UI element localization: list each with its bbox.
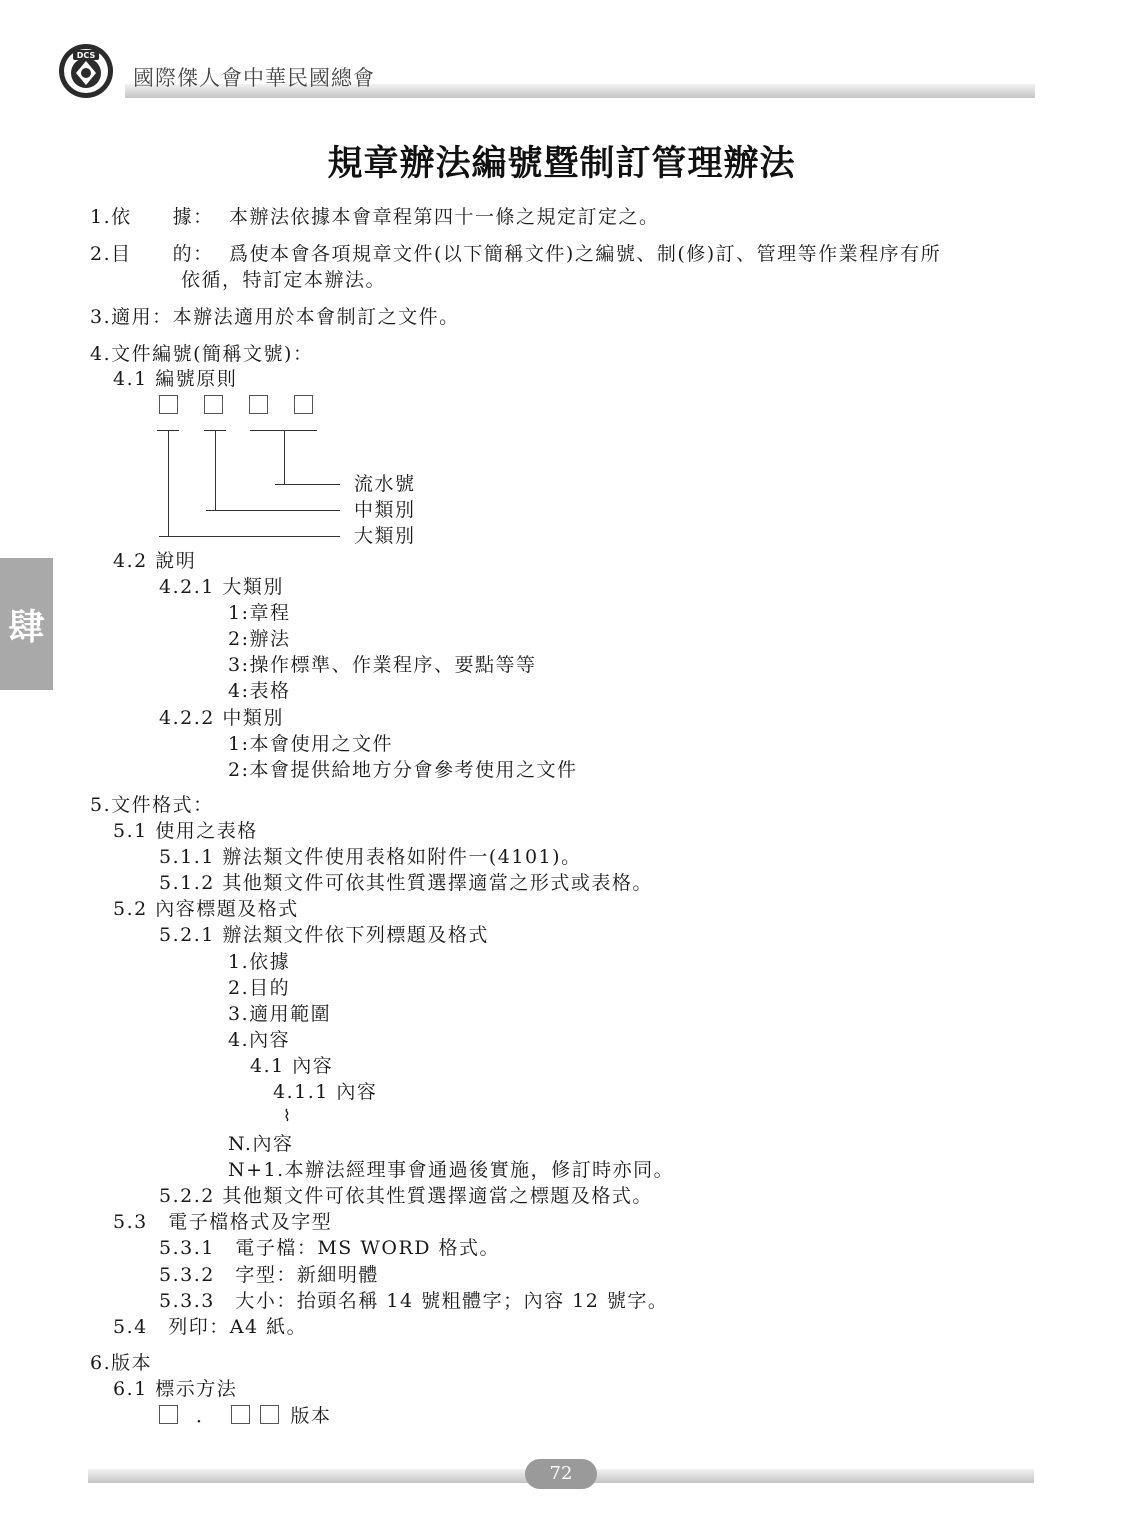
s533-text: 5.3.3 大小：抬頭名稱 14 號粗體字；內容 12 號字。: [159, 1290, 669, 1312]
s6-heading: 6.版本: [90, 1352, 153, 1374]
arrow-serial: [275, 484, 340, 485]
major-item: 4:表格: [228, 680, 291, 702]
version-label: 版本: [290, 1405, 332, 1427]
format-item: 4.內容: [228, 1029, 291, 1051]
major-item: 2:辦法: [228, 628, 291, 650]
format-item-41: 4.1 內容: [250, 1055, 334, 1077]
chapter-side-tab: 肆: [0, 558, 53, 690]
s51-heading: 5.1 使用之表格: [113, 820, 258, 842]
label-serial: 流水號: [354, 473, 416, 495]
s522-text: 5.2.2 其他類文件可依其性質選擇適當之標題及格式。: [159, 1185, 653, 1207]
s421-heading: 4.2.1 大類別: [159, 576, 284, 598]
s54-text: 5.4 列印：A4 紙。: [113, 1316, 308, 1338]
s2-text2: 依循，特訂定本辦法。: [181, 269, 387, 291]
format-item: 2.目的: [228, 977, 291, 999]
s422-heading: 4.2.2 中類別: [159, 707, 284, 729]
connector-major: [168, 430, 169, 537]
s61-heading: 6.1 標示方法: [113, 1378, 238, 1400]
version-box: [260, 1405, 279, 1424]
version-box: [159, 1405, 178, 1424]
s532-text: 5.3.2 字型：新細明體: [159, 1264, 379, 1286]
org-name: 國際傑人會中華民國總會: [133, 66, 375, 90]
major-item: 1:章程: [228, 602, 291, 624]
code-box: [159, 395, 178, 414]
s42-heading: 4.2 說明: [113, 550, 197, 572]
label-major: 大類別: [354, 525, 416, 547]
format-item: 3.適用範圍: [228, 1003, 332, 1025]
s1-text: 本辦法依據本會章程第四十一條之規定訂定之。: [229, 206, 660, 228]
format-item: 1.依據: [228, 951, 291, 973]
code-box: [249, 395, 268, 414]
format-item-n: N.內容: [228, 1133, 294, 1155]
version-dot: ．: [196, 1405, 217, 1427]
connector-serial: [284, 430, 285, 485]
label-mid: 中類別: [354, 499, 416, 521]
version-format: [159, 1403, 332, 1429]
s41-heading: 4.1 編號原則: [113, 368, 238, 390]
major-item: 3:操作標準、作業程序、要點等等: [228, 654, 537, 676]
code-boxes: [159, 393, 339, 419]
s3-text: 3.適用：本辦法適用於本會制訂之文件。: [90, 306, 460, 328]
s53-heading: 5.3 電子檔格式及字型: [113, 1211, 333, 1233]
s52-heading: 5.2 內容標題及格式: [113, 898, 299, 920]
code-box: [204, 395, 223, 414]
dcs-logo-icon: [57, 42, 115, 100]
s1-label: 1.依 據：: [90, 206, 214, 228]
s2-label: 2.目 的：: [90, 243, 214, 265]
format-item-n1: N+1.本辦法經理事會通過後實施，修訂時亦同。: [228, 1159, 675, 1181]
page-header: [55, 42, 1035, 104]
arrow-mid: [206, 510, 340, 511]
ellipsis-mark: ⌇: [283, 1106, 293, 1125]
s4-heading: 4.文件編號(簡稱文號)：: [90, 343, 314, 365]
s512-text: 5.1.2 其他類文件可依其性質選擇適當之形式或表格。: [159, 872, 653, 894]
format-item-411: 4.1.1 內容: [273, 1081, 378, 1103]
page-number: 72: [525, 1459, 597, 1489]
s2-text1: 爲使本會各項規章文件(以下簡稱文件)之編號、制(修)訂、管理等作業程序有所: [229, 243, 942, 265]
s5-heading: 5.文件格式：: [90, 794, 214, 816]
s521-text: 5.2.1 辦法類文件依下列標題及格式: [159, 924, 489, 946]
code-box: [294, 395, 313, 414]
mid-item: 2:本會提供給地方分會參考使用之文件: [228, 759, 578, 781]
version-box: [231, 1405, 250, 1424]
mid-item: 1:本會使用之文件: [228, 733, 393, 755]
arrow-major: [159, 536, 340, 537]
s531-text: 5.3.1 電子檔：MS WORD 格式。: [159, 1237, 501, 1259]
logo-text: DCS: [76, 51, 96, 60]
connector-mid: [215, 430, 216, 511]
s511-text: 5.1.1 辦法類文件使用表格如附件一(4101)。: [159, 846, 582, 868]
page-title: 規章辦法編號暨制訂管理辦法: [327, 144, 796, 184]
